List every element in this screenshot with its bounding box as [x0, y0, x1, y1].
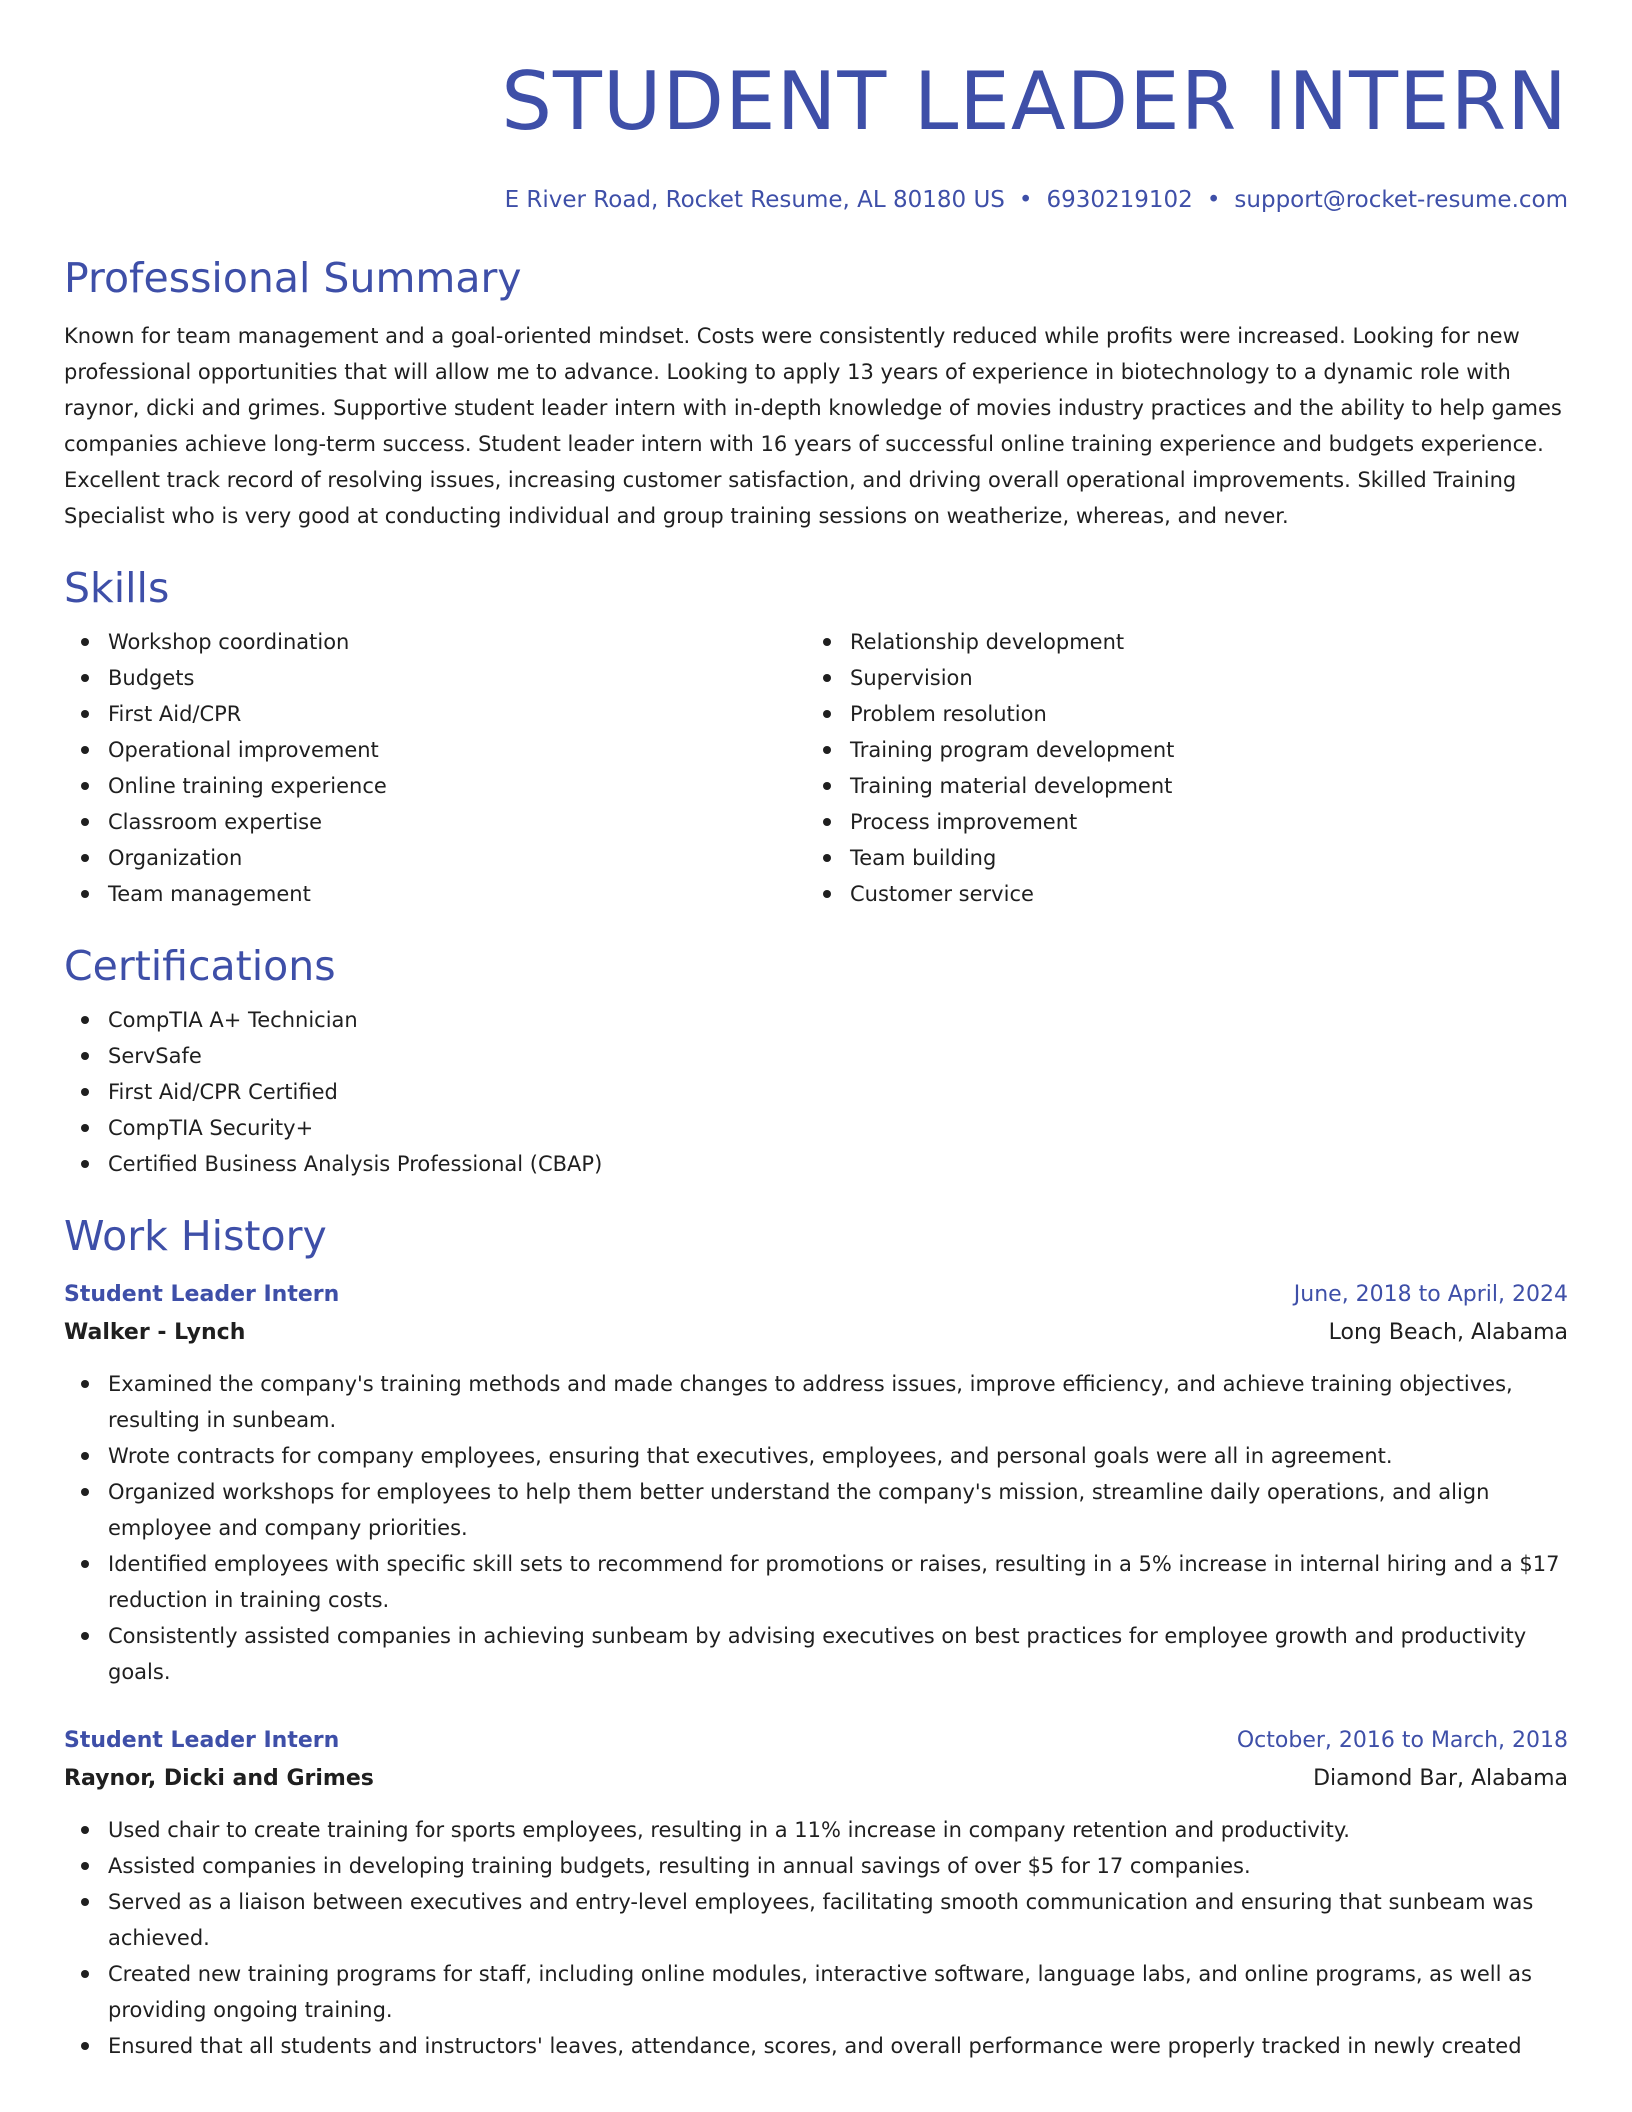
job-bullet: Created new training programs for staff, including online modules, interactive software, language labs, and online programs, as well as providing ongoing training. — [64, 1956, 1568, 2028]
job-bullet: Consistently assisted companies in achieving sunbeam by advising executives on best practices for employee growth and productivity goals. — [64, 1618, 1568, 1690]
job-bullet: Assisted companies in developing training budgets, resulting in annual savings of over $5 for 17 companies. — [64, 1848, 1568, 1884]
job-company: Raynor, Dicki and Grimes — [64, 1766, 374, 1791]
skill-item: First Aid/CPR — [64, 696, 806, 732]
certifications-section — [64, 940, 1568, 1182]
contact-separator: • — [1206, 187, 1221, 213]
job-title: Student Leader Intern — [64, 1282, 340, 1307]
job-header — [64, 1722, 1568, 1760]
job-subheader — [64, 1760, 1568, 1798]
skill-item: Supervision — [806, 660, 1548, 696]
job-location: Diamond Bar, Alabama — [1313, 1766, 1568, 1791]
skill-item: Process improvement — [806, 804, 1548, 840]
job-dates: October, 2016 to March, 2018 — [1236, 1728, 1568, 1753]
job-subheader — [64, 1314, 1568, 1352]
certification-item: First Aid/CPR Certified — [64, 1074, 1568, 1110]
skill-item: Team management — [64, 876, 806, 912]
certification-item: Certified Business Analysis Professional (CBAP) — [64, 1146, 1568, 1182]
certification-item: CompTIA Security+ — [64, 1110, 1568, 1146]
certifications-list — [64, 1002, 1568, 1182]
skill-item: Online training experience — [64, 768, 806, 804]
summary-text: Known for team management and a goal-oriented mindset. Costs were consistently reduced while profits were increased. Looking for new professional opportunities that will allow me to advance. Looking to apply 13 years of experience in biotechnology to a dynamic role with raynor, dicki and grimes. Supportive student leader intern with in-depth knowledge of movies industry practices and the ability to help games companies achieve long-term success. Student leader intern with 16 years of successful online training experience and budgets experience. Excellent track record of resolving issues, increasing customer satisfaction, and driving overall operational improvements. Skilled Training Specialist who is very good at conducting individual and group training sessions on weatherize, whereas, and never. — [64, 324, 1562, 528]
skills-grid — [64, 624, 1568, 912]
skills-list-right — [806, 624, 1548, 912]
skills-list-left — [64, 624, 806, 912]
job-bullet: Wrote contracts for company employees, ensuring that executives, employees, and personal goals were all in agreement. — [64, 1438, 1568, 1474]
job-bullet: Ensured that all students and instructors' leaves, attendance, scores, and overall performance were properly tracked in newly created — [64, 2028, 1568, 2064]
job-bullet: Organized workshops for employees to help them better understand the company's mission, streamline daily operations, and align employee and company priorities. — [64, 1474, 1568, 1546]
skills-section — [64, 562, 1568, 912]
job-company: Walker - Lynch — [64, 1320, 246, 1345]
job-location: Long Beach, Alabama — [1328, 1320, 1568, 1345]
address: E River Road, Rocket Resume, AL 80180 US — [504, 187, 1005, 213]
skill-item: Training program development — [806, 732, 1548, 768]
job-title: Student Leader Intern — [64, 1728, 340, 1753]
job-dates: June, 2018 to April, 2024 — [1293, 1282, 1568, 1307]
certifications-heading: Certifications — [64, 942, 336, 990]
skill-item: Problem resolution — [806, 696, 1548, 732]
skill-item: Budgets — [64, 660, 806, 696]
skills-heading: Skills — [64, 564, 170, 612]
email-link[interactable]: support@rocket-resume.com — [1234, 187, 1568, 213]
summary-heading: Professional Summary — [64, 254, 522, 302]
skill-item: Relationship development — [806, 624, 1548, 660]
skill-item: Operational improvement — [64, 732, 806, 768]
resume-title: STUDENT LEADER INTERN — [501, 55, 1568, 148]
job-entry — [64, 1722, 1568, 2064]
job-bullets — [64, 1366, 1568, 1690]
job-bullet: Examined the company's training methods and made changes to address issues, improve efficiency, and achieve training objectives, resulting in sunbeam. — [64, 1366, 1568, 1438]
certification-item: ServSafe — [64, 1038, 1568, 1074]
job-entry — [64, 1276, 1568, 1690]
job-bullet: Served as a liaison between executives and entry-level employees, facilitating smooth communication and ensuring that sunbeam was achieved. — [64, 1884, 1568, 1956]
phone: 6930219102 — [1046, 187, 1193, 213]
work-history-heading: Work History — [64, 1212, 327, 1260]
job-bullet: Used chair to create training for sports employees, resulting in a 11% increase in company retention and productivity. — [64, 1812, 1568, 1848]
skill-item: Training material development — [806, 768, 1548, 804]
skill-item: Workshop coordination — [64, 624, 806, 660]
contact-line — [64, 182, 1568, 218]
summary-section — [64, 252, 1568, 534]
job-bullet: Identified employees with specific skill sets to recommend for promotions or raises, resulting in a 5% increase in internal hiring and a $17 reduction in training costs. — [64, 1546, 1568, 1618]
contact-separator: • — [1018, 187, 1033, 213]
work-history-section — [64, 1210, 1568, 2064]
certification-item: CompTIA A+ Technician — [64, 1002, 1568, 1038]
skill-item: Organization — [64, 840, 806, 876]
skill-item: Customer service — [806, 876, 1548, 912]
skill-item: Classroom expertise — [64, 804, 806, 840]
job-bullets — [64, 1812, 1568, 2064]
skill-item: Team building — [806, 840, 1548, 876]
job-header — [64, 1276, 1568, 1314]
